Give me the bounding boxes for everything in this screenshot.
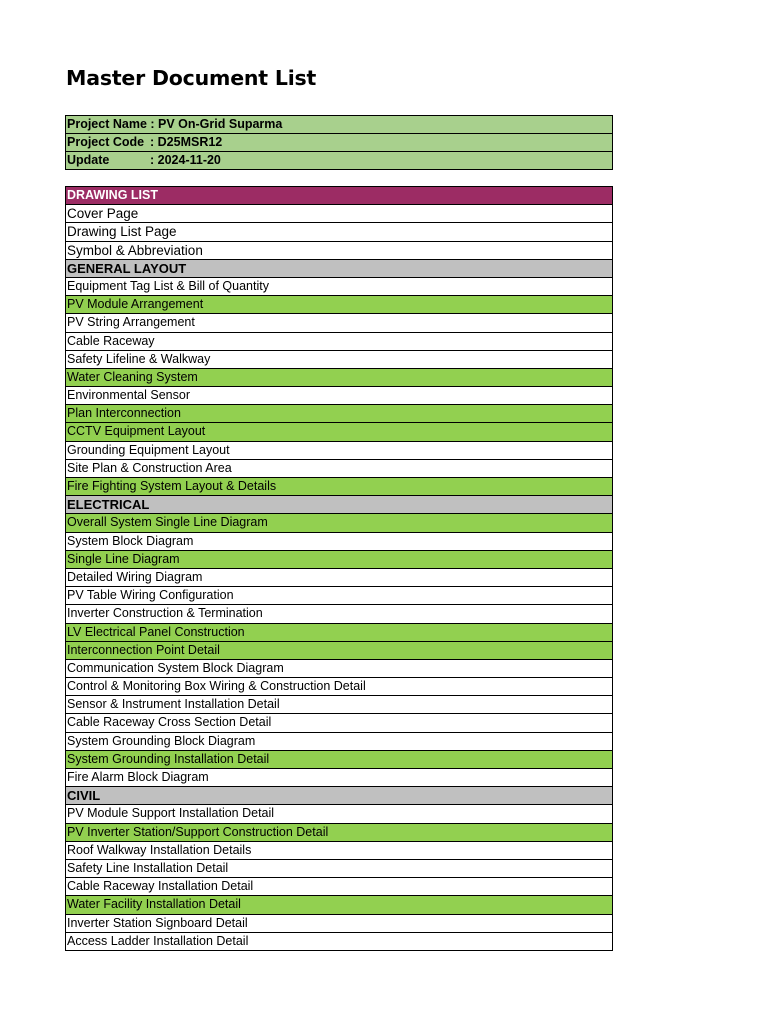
list-item: Communication System Block Diagram	[66, 660, 612, 678]
list-item: Environmental Sensor	[66, 387, 612, 405]
list-item: Sensor & Instrument Installation Detail	[66, 696, 612, 714]
update-label: Update	[67, 153, 110, 167]
list-item: Control & Monitoring Box Wiring & Construction Detail	[66, 678, 612, 696]
list-item: Roof Walkway Installation Details	[66, 842, 612, 860]
section-header: ELECTRICAL	[66, 496, 612, 514]
update-value: : 2024-11-20	[150, 153, 221, 167]
drawing-list-header: DRAWING LIST	[66, 187, 612, 205]
project-code-value: : D25MSR12	[150, 135, 223, 149]
list-item: System Block Diagram	[66, 533, 612, 551]
list-item: Fire Fighting System Layout & Details	[66, 478, 612, 496]
list-item: Inverter Station Signboard Detail	[66, 915, 612, 933]
list-item: Grounding Equipment Layout	[66, 442, 612, 460]
section-header: CIVIL	[66, 787, 612, 805]
list-item: PV Table Wiring Configuration	[66, 587, 612, 605]
list-item: Cable Raceway Installation Detail	[66, 878, 612, 896]
list-item: Symbol & Abbreviation	[66, 242, 612, 260]
project-code-row	[66, 134, 612, 152]
project-name-value: PV On-Grid Suparma	[158, 117, 283, 131]
project-name-row	[66, 116, 612, 134]
list-item: Equipment Tag List & Bill of Quantity	[66, 278, 612, 296]
list-item: Plan Interconnection	[66, 405, 612, 423]
list-item: Drawing List Page	[66, 223, 612, 241]
list-item: Water Facility Installation Detail	[66, 896, 612, 914]
list-item: Cover Page	[66, 205, 612, 223]
project-name-label: Project Name :	[67, 117, 155, 131]
list-item: Single Line Diagram	[66, 551, 612, 569]
list-item: Interconnection Point Detail	[66, 642, 612, 660]
list-item: Cable Raceway Cross Section Detail	[66, 714, 612, 732]
list-item: Cable Raceway	[66, 333, 612, 351]
list-item: System Grounding Block Diagram	[66, 733, 612, 751]
list-item: Inverter Construction & Termination	[66, 605, 612, 623]
project-info-table	[65, 115, 613, 170]
page-title: Master Document List	[66, 66, 317, 90]
list-item: Site Plan & Construction Area	[66, 460, 612, 478]
list-item: Safety Line Installation Detail	[66, 860, 612, 878]
list-item: PV Inverter Station/Support Construction Detail	[66, 824, 612, 842]
drawing-list-table	[65, 186, 613, 951]
section-header: GENERAL LAYOUT	[66, 260, 612, 278]
update-row	[66, 152, 612, 170]
list-item: Safety Lifeline & Walkway	[66, 351, 612, 369]
list-item: System Grounding Installation Detail	[66, 751, 612, 769]
list-item: LV Electrical Panel Construction	[66, 624, 612, 642]
list-item: PV Module Support Installation Detail	[66, 805, 612, 823]
list-item: Fire Alarm Block Diagram	[66, 769, 612, 787]
list-item: Water Cleaning System	[66, 369, 612, 387]
list-item: Overall System Single Line Diagram	[66, 514, 612, 532]
project-code-label: Project Code	[67, 135, 145, 149]
list-item: PV Module Arrangement	[66, 296, 612, 314]
list-item: Detailed Wiring Diagram	[66, 569, 612, 587]
list-item: PV String Arrangement	[66, 314, 612, 332]
list-item: Access Ladder Installation Detail	[66, 933, 612, 951]
list-item: CCTV Equipment Layout	[66, 423, 612, 441]
